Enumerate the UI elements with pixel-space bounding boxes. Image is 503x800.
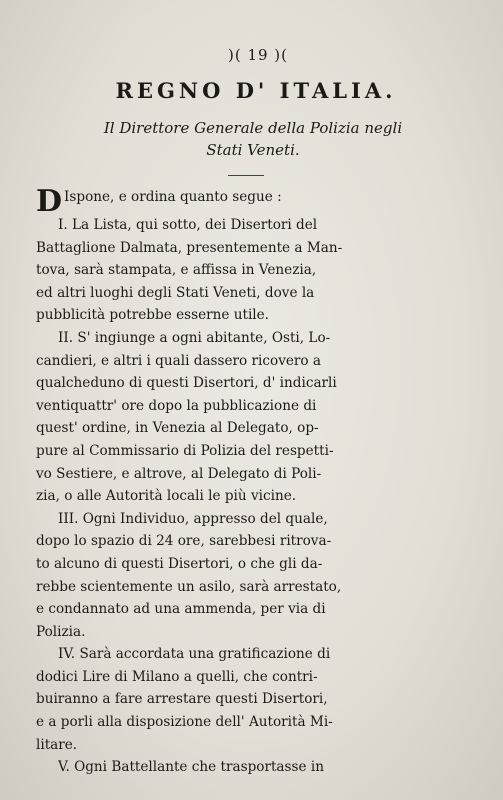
text-line: V. Ogni Battellante che trasportasse in: [58, 759, 324, 776]
text-line: e a porli alla disposizione dell' Autorità Mi-: [36, 714, 333, 731]
decree-text: [36, 186, 456, 779]
text-line: pure al Commissario di Polizia del respetti-: [36, 442, 334, 459]
text-line: tova, sarà stampata, e affissa in Venezia,: [36, 262, 317, 279]
drop-cap: D: [36, 186, 63, 214]
text-line: buiranno a fare arrestare questi Disertori,: [36, 691, 328, 708]
authority-line: Il Direttore Generale della Polizia negli: [103, 119, 403, 137]
page-title: REGNO D' ITALIA.: [115, 78, 397, 103]
text-line: ed altri luoghi degli Stati Veneti, dove la: [36, 284, 315, 301]
text-lines: [36, 214, 456, 779]
page-content: [36, 46, 456, 779]
opening-text: Ispone, e ordina quanto segue :: [64, 189, 282, 205]
text-line: candieri, e altri i quali dassero ricovero a: [36, 352, 322, 369]
text-line: quest' ordine, in Venezia al Delegato, op-: [36, 420, 319, 437]
text-line: to alcuno di questi Disertori, o che gli da-: [36, 555, 323, 572]
text-line: I. La Lista, qui sotto, dei Disertori del: [58, 217, 318, 233]
text-line: Polizia.: [36, 623, 86, 640]
authority-line: Stati Veneti.: [206, 141, 300, 159]
text-line: rebbe scientemente un asilo, sarà arrestato,: [36, 578, 342, 595]
text-line: II. S' ingiunge a ogni abitante, Osti, Lo-: [58, 329, 331, 346]
text-line: e condannato ad una ammenda, per via di: [36, 601, 326, 618]
text-line: III. Ogni Individuo, appresso del quale,: [58, 510, 328, 527]
text-line: ventiquattr' ore dopo la pubblicazione di: [36, 397, 317, 414]
opening-line: [36, 186, 456, 214]
divider: [228, 175, 264, 176]
text-line: pubblicità potrebbe esserne utile.: [36, 307, 270, 324]
authority-heading: [50, 117, 456, 161]
text-line: litare.: [36, 736, 78, 753]
text-line: IV. Sarà accordata una gratificazione di: [58, 646, 331, 663]
text-line: dodici Lire di Milano a quelli, che contri-: [36, 668, 318, 685]
text-line: qualcheduno di questi Disertori, d' indicarli: [36, 375, 337, 392]
text-line: vo Sestiere, e altrove, al Delegato di Poli-: [36, 465, 322, 482]
text-line: zia, o alle Autorità locali le più vicine.: [36, 488, 297, 505]
page-number: )( 19 )(: [227, 46, 289, 64]
text-line: Battaglione Dalmata, presentemente a Man-: [36, 239, 343, 256]
text-line: dopo lo spazio di 24 ore, sarebbesi ritrova-: [36, 533, 332, 550]
